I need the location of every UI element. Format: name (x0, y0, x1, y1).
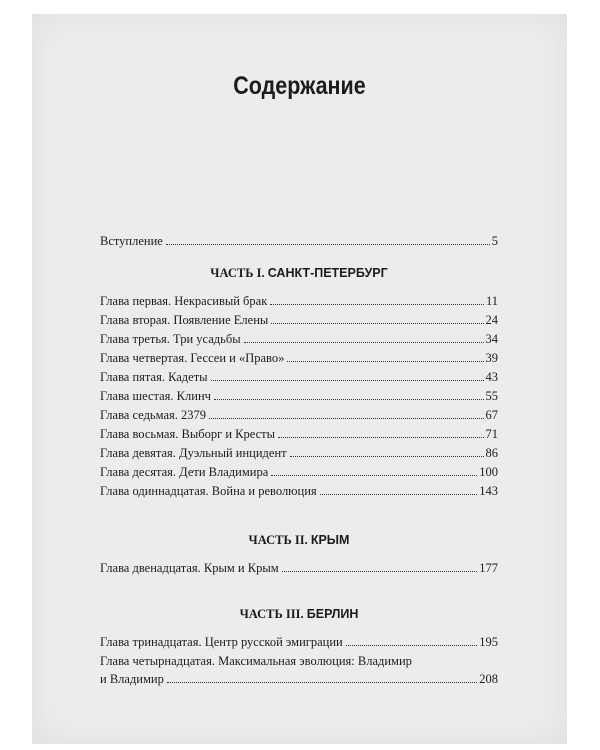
toc-entry-page: 100 (479, 465, 498, 479)
part-heading-2 (100, 533, 498, 548)
toc-entry-intro (100, 232, 498, 250)
dot-leader (166, 244, 490, 245)
toc-entry (100, 633, 498, 651)
toc-entry-label: Глава шестая. Клинч (100, 389, 211, 403)
toc-entry (100, 559, 498, 577)
toc-entry-page: 71 (485, 427, 498, 441)
toc-entry-page: 39 (485, 351, 498, 365)
toc-entry-label: Глава пятая. Кадеты (100, 370, 208, 384)
part-label: БЕРЛИН (306, 607, 359, 621)
part-prefix: ЧАСТЬ III. (239, 607, 304, 621)
toc-entry-page: 67 (485, 408, 498, 422)
dot-leader (282, 571, 478, 572)
dot-leader (167, 682, 477, 683)
part-label: КРЫМ (310, 533, 350, 547)
toc-entry (100, 292, 498, 310)
toc-entry (100, 311, 498, 329)
dot-leader (290, 456, 484, 457)
part-prefix: ЧАСТЬ I. (210, 266, 265, 280)
toc-entry-label: Глава десятая. Дети Владимира (100, 465, 269, 479)
toc-entry-line2 (100, 670, 498, 688)
page-title: Содержание (233, 72, 366, 100)
dot-leader (271, 475, 477, 476)
toc-entry-page: 43 (485, 370, 498, 384)
toc-entry-label: Глава первая. Некрасивый брак (100, 294, 268, 308)
toc-entry (100, 406, 498, 424)
part-heading-1 (100, 266, 498, 281)
toc-entry (100, 463, 498, 481)
toc-entry-page: 34 (485, 332, 498, 346)
book-page (32, 14, 567, 744)
toc-entry-page: 177 (479, 561, 498, 575)
toc-entry-label: Вступление (100, 234, 163, 248)
toc-entry-page: 143 (479, 484, 498, 498)
toc-entry-label: Глава вторая. Появление Елены (100, 313, 269, 327)
dot-leader (287, 361, 483, 362)
dot-leader (244, 342, 484, 343)
toc-entry (100, 349, 498, 367)
toc-entry-page: 195 (479, 635, 498, 649)
dot-leader (270, 304, 484, 305)
toc-entry (100, 330, 498, 348)
toc-entry-page: 55 (485, 389, 498, 403)
part-prefix: ЧАСТЬ II. (248, 533, 308, 547)
dot-leader (209, 418, 484, 419)
toc-entry (100, 444, 498, 462)
toc-entry-label-line1: Глава четырнадцатая. Максимальная эволюция: Владимир (100, 654, 412, 668)
toc-entry-label: Глава третья. Три усадьбы (100, 332, 241, 346)
toc-entry-page: 5 (491, 234, 498, 248)
dot-leader (214, 399, 484, 400)
toc-entry-label-line2: и Владимир (100, 672, 164, 686)
toc-entry-label: Глава двенадцатая. Крым и Крым (100, 561, 279, 575)
toc-entry (100, 368, 498, 386)
toc-entry (100, 482, 498, 500)
toc-entry-page: 24 (485, 313, 498, 327)
dot-leader (346, 645, 478, 646)
toc-entry-page: 208 (479, 672, 498, 686)
toc-entry-page: 11 (485, 294, 498, 308)
dot-leader (320, 494, 478, 495)
dot-leader (278, 437, 484, 438)
dot-leader (271, 323, 483, 324)
toc-entry-label: Глава одиннадцатая. Война и революция (100, 484, 317, 498)
toc-entry-page: 86 (485, 446, 498, 460)
toc-entry-label: Глава восьмая. Выборг и Кресты (100, 427, 275, 441)
toc-entry-label: Глава седьмая. 2379 (100, 408, 206, 422)
toc-entry (100, 425, 498, 443)
part-label: САНКТ-ПЕТЕРБУРГ (267, 266, 388, 280)
toc-entry-multiline (100, 652, 498, 688)
toc-entry-label: Глава тринадцатая. Центр русской эмиграции (100, 635, 343, 649)
toc-entry-label: Глава четвертая. Гессеи и «Право» (100, 351, 285, 365)
part-heading-3 (100, 607, 498, 622)
toc-entry-label: Глава девятая. Дуэльный инцидент (100, 446, 287, 460)
toc-entry (100, 387, 498, 405)
dot-leader (211, 380, 484, 381)
